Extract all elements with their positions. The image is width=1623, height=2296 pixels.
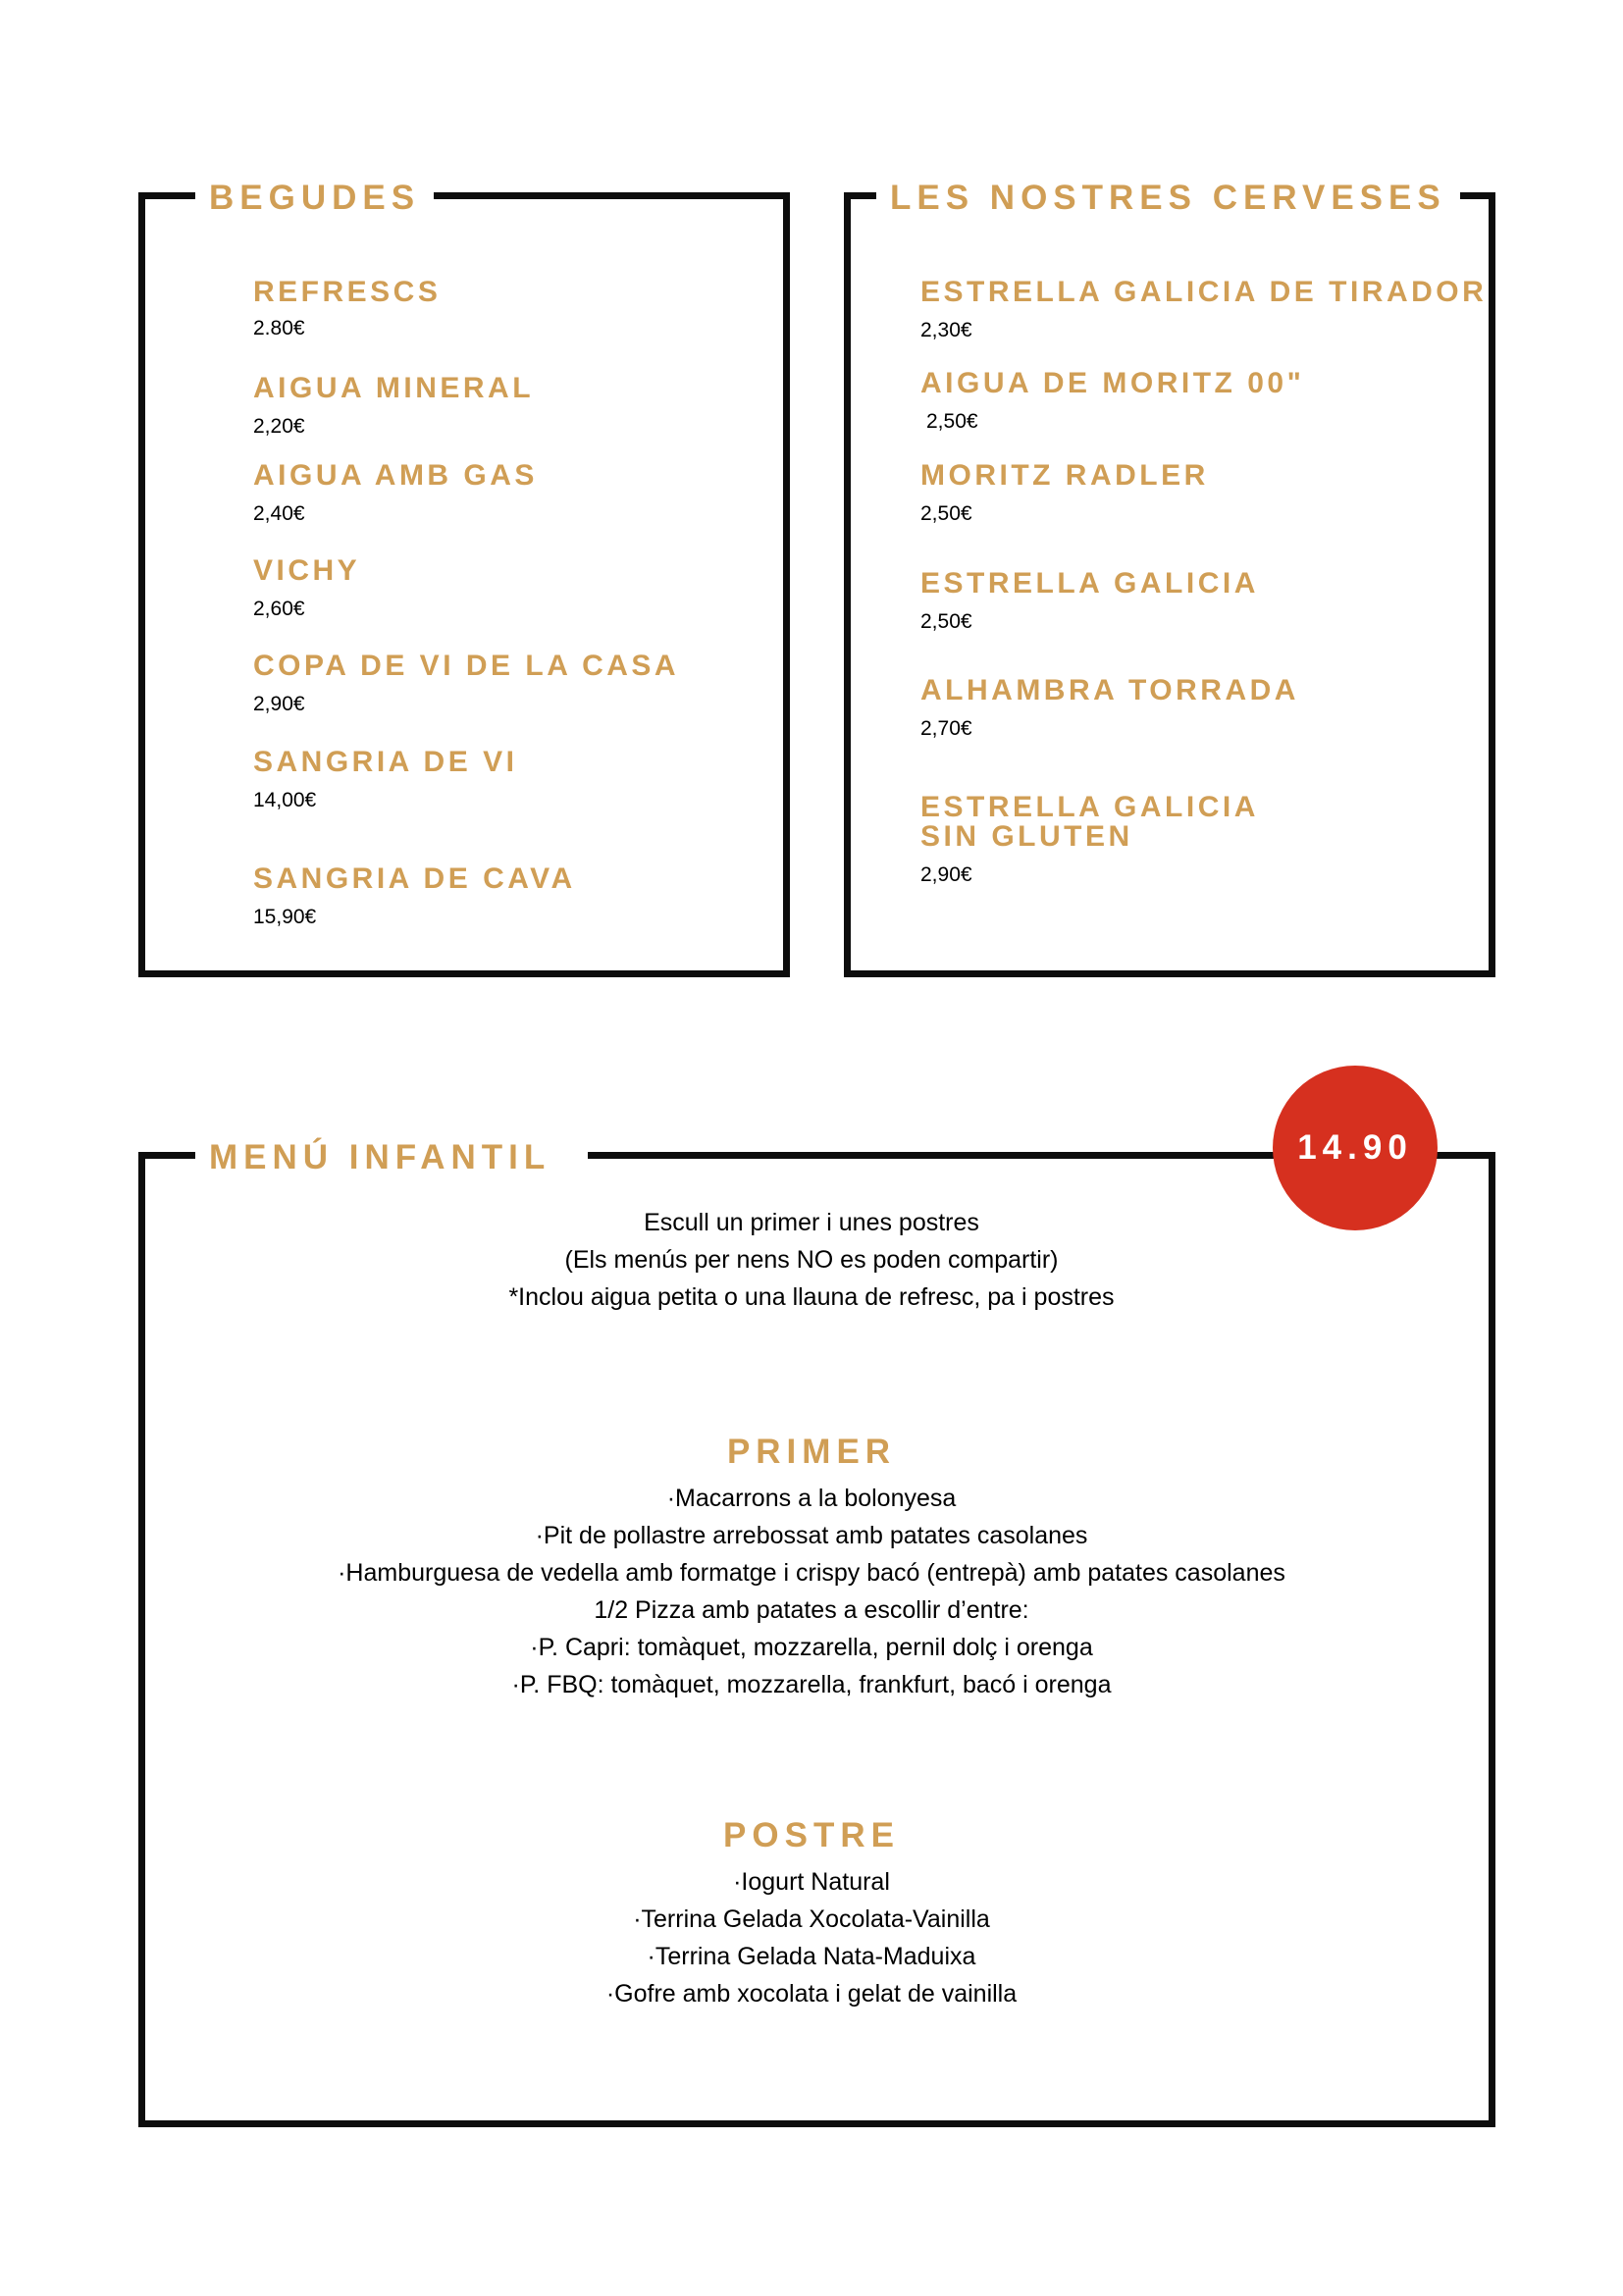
intro-line: Escull un primer i unes postres xyxy=(644,1209,979,1236)
drink-price: 2,60€ xyxy=(253,598,305,620)
beer-item xyxy=(920,569,1259,634)
drink-item xyxy=(253,374,534,439)
drink-name: AIGUA AMB GAS xyxy=(253,459,538,492)
beer-name: ESTRELLA GALICIA DE TIRADOR xyxy=(920,276,1488,308)
drink-name: AIGUA MINERAL xyxy=(253,372,535,404)
drink-name: VICHY xyxy=(253,554,361,587)
drink-price: 15,90€ xyxy=(253,906,317,928)
beer-item xyxy=(920,676,1299,741)
beer-name: ESTRELLA GALICIA xyxy=(920,567,1259,600)
beer-item xyxy=(920,793,1259,887)
postre-line: ·Terrina Gelada Xocolata-Vainilla xyxy=(633,1905,990,1933)
drink-item xyxy=(253,652,679,716)
price-badge: 14.90 xyxy=(1273,1066,1438,1230)
drink-item xyxy=(253,556,360,621)
postre-line: ·Terrina Gelada Nata-Maduixa xyxy=(647,1943,976,1970)
drink-price: 2,40€ xyxy=(253,502,305,525)
intro-line: (Els menús per nens NO es poden compartir) xyxy=(564,1246,1059,1274)
beer-name: ESTRELLA GALICIA xyxy=(920,791,1259,823)
drink-item xyxy=(253,748,517,812)
menu-infantil-title: MENÚ INFANTIL xyxy=(195,1136,588,1179)
primer-line: ·P. FBQ: tomàquet, mozzarella, frankfurt, bacó i orenga xyxy=(511,1671,1112,1698)
postre-line: ·Iogurt Natural xyxy=(733,1868,890,1896)
postre-heading: POSTRE xyxy=(723,1816,900,1854)
primer-line: ·P. Capri: tomàquet, mozzarella, pernil dolç i orenga xyxy=(530,1634,1093,1661)
primer-line: ·Macarrons a la bolonyesa xyxy=(666,1485,957,1512)
drink-item xyxy=(253,278,441,340)
beer-price: 2,30€ xyxy=(920,319,972,341)
drink-price: 2,90€ xyxy=(253,693,305,715)
primer-line: ·Hamburguesa de vedella amb formatge i crispy bacó (entrepà) amb patates casolanes xyxy=(338,1559,1285,1587)
beer-price: 2,50€ xyxy=(926,410,978,433)
intro-line: *Inclou aigua petita o una llauna de refresc, pa i postres xyxy=(508,1283,1115,1311)
beer-item xyxy=(920,369,1304,434)
beer-price: 2,50€ xyxy=(920,502,972,525)
beer-item xyxy=(920,278,1487,342)
drink-price: 14,00€ xyxy=(253,789,317,811)
drink-name: REFRESCS xyxy=(253,276,442,308)
beer-name: ALHAMBRA TORRADA xyxy=(920,674,1299,706)
beer-name-line2: SIN GLUTEN xyxy=(920,820,1133,853)
primer-line: ·Pit de pollastre arrebossat amb patates casolanes xyxy=(535,1522,1088,1549)
cerveses-title: LES NOSTRES CERVESES xyxy=(876,177,1460,220)
beer-name: AIGUA DE MORITZ 00" xyxy=(920,367,1305,399)
primer-heading: PRIMER xyxy=(726,1433,897,1471)
beer-item xyxy=(920,461,1209,526)
drink-name: SANGRIA DE VI xyxy=(253,746,518,778)
primer-line: 1/2 Pizza amb patates a escollir d’entre: xyxy=(594,1596,1029,1624)
beer-name: MORITZ RADLER xyxy=(920,459,1209,492)
drink-price: 2.80€ xyxy=(253,317,305,339)
drink-name: SANGRIA DE CAVA xyxy=(253,862,576,895)
drink-item xyxy=(253,864,576,929)
beer-price: 2,70€ xyxy=(920,717,972,740)
postre-line: ·Gofre amb xocolata i gelat de vainilla xyxy=(605,1980,1018,2008)
drink-name: COPA DE VI DE LA CASA xyxy=(253,650,680,682)
beer-price: 2,90€ xyxy=(920,863,972,886)
drink-price: 2,20€ xyxy=(253,415,305,438)
drink-item xyxy=(253,461,538,526)
beer-price: 2,50€ xyxy=(920,610,972,633)
begudes-box xyxy=(138,192,790,977)
begudes-title: BEGUDES xyxy=(195,177,434,220)
